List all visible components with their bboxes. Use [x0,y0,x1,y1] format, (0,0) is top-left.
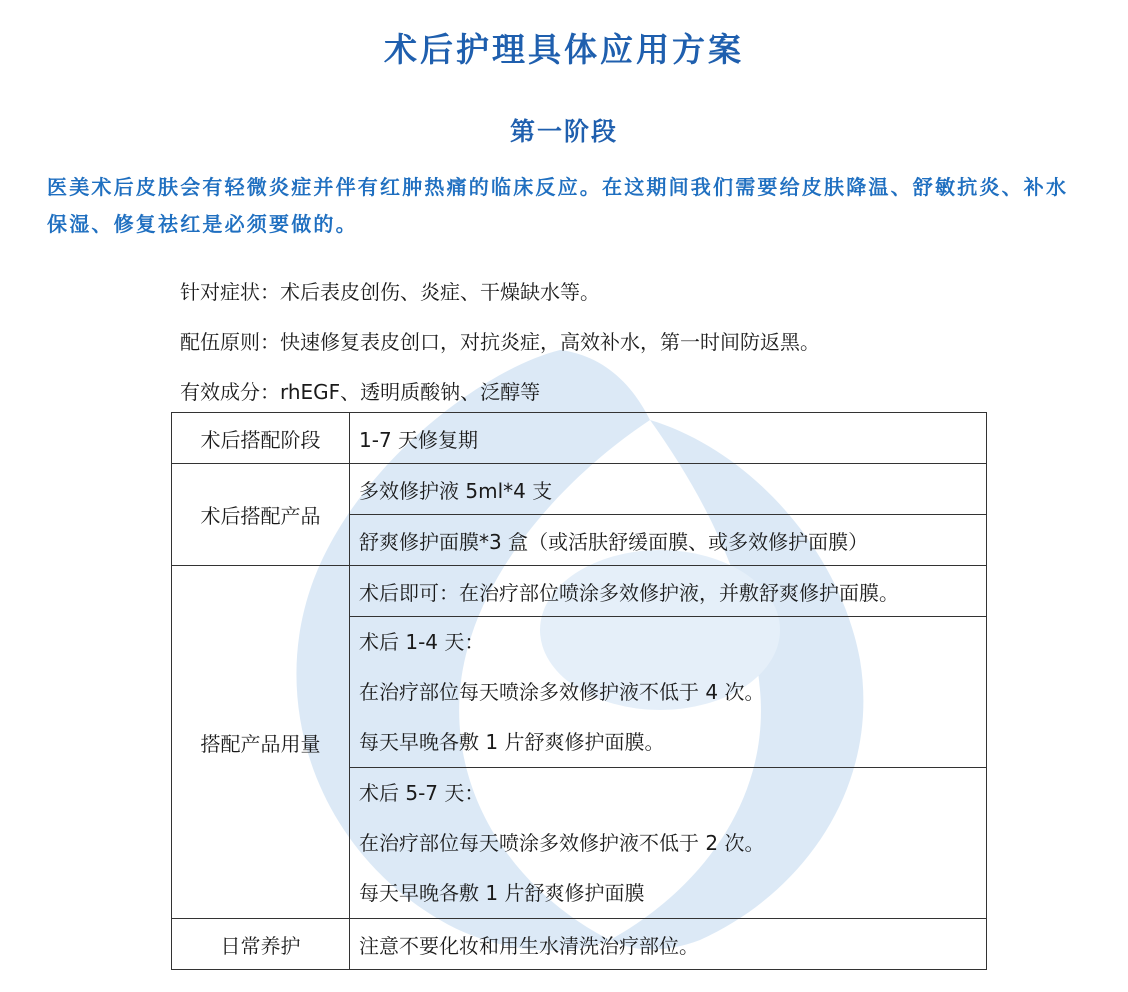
principle-line: 配伍原则：快速修复表皮创口，对抗炎症，高效补水，第一时间防返黑。 [180,330,820,354]
stage-heading: 第一阶段 [509,117,618,146]
usage-immediate-cell: 术后即可：在治疗部位喷涂多效修护液，并敷舒爽修护面膜。 [350,566,987,617]
usage-label-cell: 搭配产品用量 [172,566,350,919]
daily-value-cell: 注意不要化妆和用生水清洗治疗部位。 [350,919,987,970]
stage-label-cell: 术后搭配阶段 [172,413,350,464]
plan-table [171,412,987,970]
usage-days-5-7-header: 术后 5-7 天： [359,781,485,805]
usage-days-1-4-cell [350,617,987,768]
usage-days-5-7-line-1: 在治疗部位每天喷涂多效修护液不低于 2 次。 [359,831,765,855]
usage-days-1-4-line-1: 在治疗部位每天喷涂多效修护液不低于 4 次。 [359,680,765,704]
product-1-cell: 多效修护液 5ml*4 支 [350,464,987,515]
table-row [172,413,987,464]
product-2-cell: 舒爽修护面膜*3 盒（或活肤舒缓面膜、或多效修护面膜） [350,515,987,566]
table-row [172,566,987,617]
page-title: 术后护理具体应用方案 [384,30,744,69]
products-label-cell: 术后搭配产品 [172,464,350,566]
usage-days-1-4-header: 术后 1-4 天： [359,630,485,654]
daily-label-cell: 日常养护 [172,919,350,970]
ingredients-line: 有效成分：rhEGF、透明质酸钠、泛醇等 [180,380,541,404]
intro-paragraph: 医美术后皮肤会有轻微炎症并伴有红肿热痛的临床反应。在这期间我们需要给皮肤降温、舒敏抗炎、补水保湿、修复祛红是必须要做的。 [47,175,1069,236]
usage-days-1-4-line-2: 每天早晚各敷 1 片舒爽修护面膜。 [359,730,665,754]
symptoms-line: 针对症状：术后表皮创伤、炎症、干燥缺水等。 [180,280,600,304]
stage-value-cell: 1-7 天修复期 [350,413,987,464]
usage-days-5-7-line-2: 每天早晚各敷 1 片舒爽修护面膜 [359,881,645,905]
usage-days-5-7-cell [350,768,987,919]
table-row [172,464,987,515]
table-row [172,919,987,970]
